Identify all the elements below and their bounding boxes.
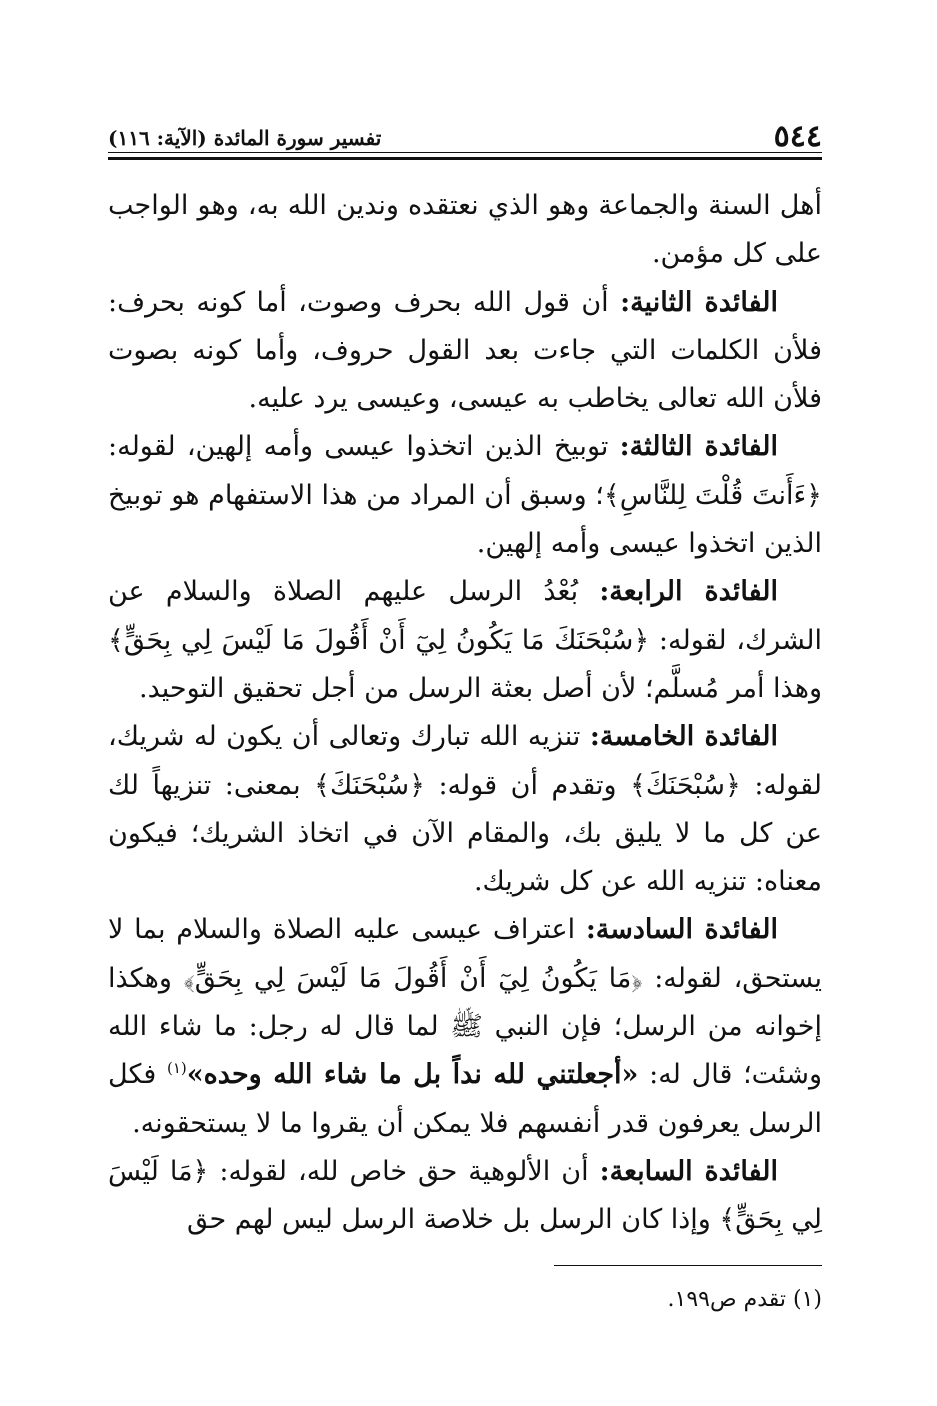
running-title: تفسير سورة المائدة (الآية: ١١٦): [108, 126, 382, 150]
header-rule-thin: [108, 152, 822, 153]
paragraph-text: أن الألوهية حق خاص لله، لقوله: ﴿مَا لَيْسَ لِي بِحَقٍّ﴾ وإذا كان الرسل بل خلاصة الرسل ليس لهم حق: [108, 1155, 822, 1236]
paragraph-benefit-6: [108, 906, 822, 1147]
benefit-heading: الفائدة السابعة:: [599, 1155, 778, 1187]
benefit-heading: الفائدة الخامسة:: [589, 721, 778, 753]
paragraph-benefit-3: [108, 423, 822, 568]
benefit-heading: الفائدة الرابعة:: [599, 576, 778, 608]
footnote-separator: [554, 1265, 822, 1266]
paragraph-text: اعتراف عيسى عليه الصلاة والسلام بما لا يستحق، لقوله: ﴿مَا يَكُونُ لِيٓ أَنْ أَقُولَ مَا لَيْسَ لِي بِحَقٍّ﴾ وهكذا إخوانه من الرسل؛ فإن النبي ﷺ لما قال له رجل: ما شاء الله وشئت؛ قال له:: [108, 914, 822, 1091]
benefit-heading: الفائدة الثالثة:: [619, 431, 779, 463]
paragraph-text: أهل السنة والجماعة وهو الذي نعتقده وندين الله به، وهو الواجب على كل مؤمن.: [108, 190, 822, 270]
page-number: ٥٤٤: [773, 119, 822, 154]
paragraph-benefit-5: [108, 713, 822, 906]
header-rule-thick: [108, 157, 822, 160]
page-body: [108, 182, 822, 1245]
book-page: [108, 108, 822, 1358]
paragraph-text: تنزيه الله تبارك وتعالى أن يكون له شريك، لقوله: ﴿سُبْحَنَكَ﴾ وتقدم أن قوله: ﴿سُبْحَنَكَ﴾ بمعنى: تنزيهاً لك عن كل ما لا يليق بك، والمقام الآن في اتخاذ الشريك؛ فيكون معناه: تنزيه الله عن كل شريك.: [108, 721, 822, 898]
paragraph-text: أن قول الله بحرف وصوت، أما كونه بحرف: فلأن الكلمات التي جاءت بعد القول حروف، وأما كونه بصوت فلأن الله تعالى يخاطب به عيسى، وعيسى يرد عليه.: [108, 286, 822, 415]
benefit-heading: الفائدة السادسة:: [585, 914, 778, 946]
paragraph-text: توبيخ الذين اتخذوا عيسى وأمه إلهين، لقوله: ﴿ءَأَنتَ قُلْتَ لِلنَّاسِ﴾؛ وسبق أن المراد من هذا الاستفهام هو توبيخ الذين اتخذوا عيسى وأمه إلهين.: [108, 431, 822, 560]
paragraph-benefit-2: [108, 279, 822, 424]
footnote: (١) تقدم ص١٩٩.: [667, 1287, 822, 1312]
paragraph-continued: [108, 182, 822, 279]
page-header: [108, 112, 822, 152]
paragraph-text: فكل الرسل يعرفون قدر أنفسهم فلا يمكن أن يقروا ما لا يستحقونه.: [108, 1059, 822, 1139]
benefit-heading: الفائدة الثانية:: [620, 286, 779, 318]
footnote-ref[interactable]: (١): [166, 1059, 187, 1078]
hadith-quote: «أجعلتني لله نداً بل ما شاء الله وحده»: [186, 1059, 639, 1091]
paragraph-text: بُعْدُ الرسل عليهم الصلاة والسلام عن الشرك، لقوله: ﴿سُبْحَنَكَ مَا يَكُونُ لِيٓ أَنْ أَقُولَ مَا لَيْسَ لِي بِحَقٍّ﴾ وهذا أمر مُسلَّم؛ لأن أصل بعثة الرسل من أجل تحقيق التوحيد.: [108, 576, 822, 704]
paragraph-benefit-4: [108, 568, 822, 713]
paragraph-benefit-7: [108, 1148, 822, 1245]
